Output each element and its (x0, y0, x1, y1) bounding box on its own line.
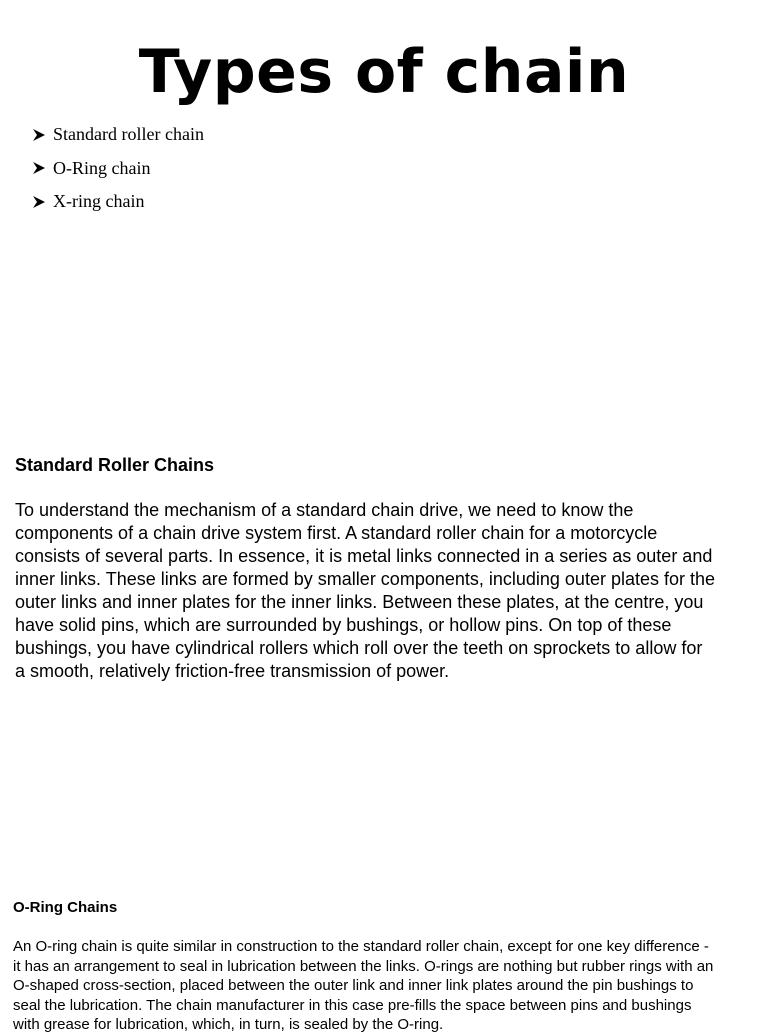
section-body-standard-roller-chains: To understand the mechanism of a standard chain drive, we need to know the components of a chain drive system first. A standard roller chain for a motorcycle consists of several parts. In essence, it is metal links connected in a series as outer and inner links. These links are formed by smaller components, including outer plates for the outer links and inner plates for the inner links. Between these plates, at the centre, you have solid pins, which are surrounded by bushings, or hollow pins. On top of these bushings, you have cylindrical rollers which roll over the teeth on sprockets to allow for a smooth, relatively friction-free transmission of power. (15, 500, 716, 681)
list-item (32, 185, 204, 219)
section-heading-o-ring-chains: O-Ring Chains (13, 899, 118, 916)
arrowhead-bullet-icon (32, 195, 46, 209)
list-item-label: X-ring chain (53, 191, 145, 212)
page-title: Types of chain (138, 37, 630, 107)
section-body-o-ring-chains: An O-ring chain is quite similar in construction to the standard roller chain, except for one key difference - it has an arrangement to seal in lubrication between the links. O-rings are nothing but rubber rings with an O-shaped cross-section, placed between the outer link and inner link plates around the pin bushings to seal the lubrication. The chain manufacturer in this case pre-fills the space between pins and bushings with grease for lubrication, which, in turn, is sealed by the O-ring. (13, 938, 714, 1033)
arrowhead-bullet-icon (32, 161, 46, 175)
list-item (32, 118, 204, 152)
section-heading-standard-roller-chains: Standard Roller Chains (15, 455, 215, 475)
list-item-label: Standard roller chain (53, 124, 204, 145)
arrowhead-bullet-icon (32, 128, 46, 142)
list-item (32, 152, 204, 186)
list-item-label: O-Ring chain (53, 157, 151, 178)
chain-types-list (32, 118, 204, 219)
